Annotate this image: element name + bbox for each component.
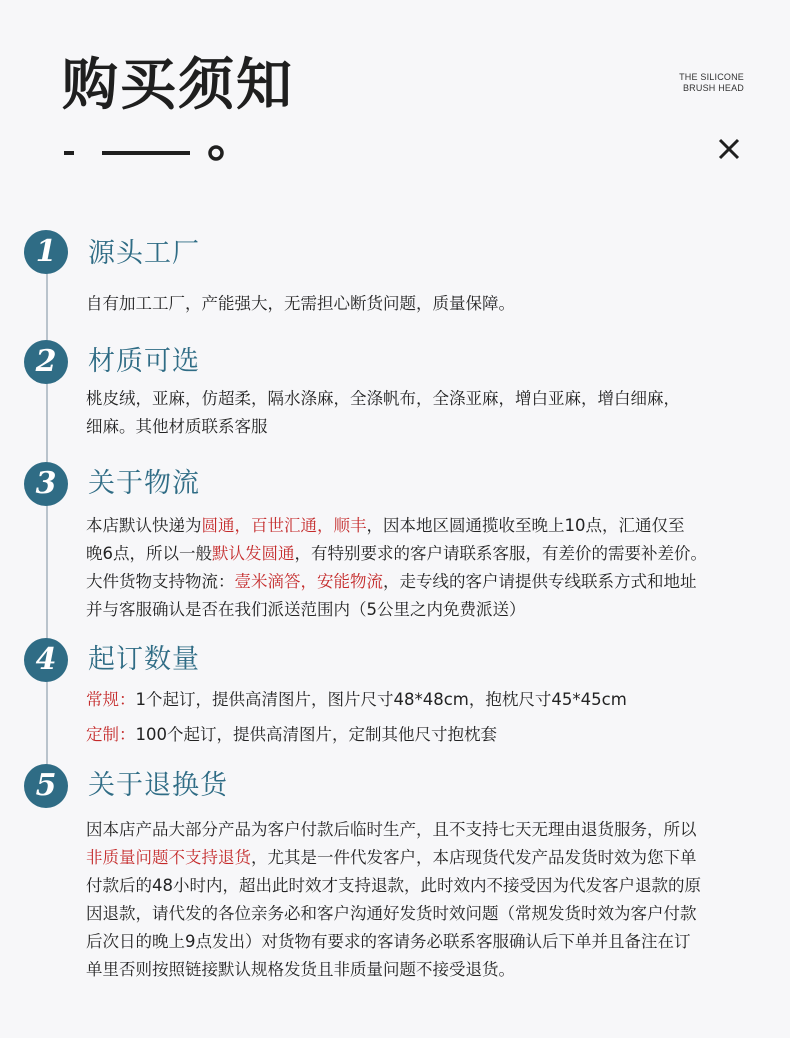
- text-span: 100个起订，提供高清图片，定制其他尺寸抱枕套: [135, 725, 497, 744]
- body-line: 细麻。其他材质联系客服: [86, 417, 268, 436]
- text-span: ，走专线的客户请提供专线联系方式和地址: [383, 572, 697, 591]
- brand-line-2: BRUSH HEAD: [682, 83, 744, 93]
- section-number-badge: 4: [24, 638, 68, 682]
- text-span: 大件货物支持物流：: [86, 572, 235, 591]
- section-title: 关于退换货: [88, 770, 228, 801]
- section-number-badge: 1: [24, 230, 68, 274]
- highlight-text: 定制：: [86, 725, 136, 744]
- section-body: [86, 385, 776, 441]
- section-number-badge: 5: [24, 764, 68, 808]
- body-line: [86, 540, 776, 568]
- body-line: 桃皮绒，亚麻，仿超柔，隔水涤麻，全涤帆布，全涤亚麻，增白亚麻，增白细麻，: [86, 389, 680, 408]
- highlight-text: 常规：: [86, 690, 136, 709]
- section-title: 起订数量: [88, 644, 200, 675]
- highlight-text: 圆通，百世汇通，顺丰: [201, 516, 367, 535]
- body-line: 单里否则按照链接默认规格发货且非质量问题不接受退货。: [86, 960, 515, 979]
- section-title: 源头工厂: [88, 238, 200, 269]
- brand-label: [679, 72, 744, 94]
- text-span: 晚6点，所以一般: [86, 544, 212, 563]
- body-line: [86, 568, 776, 596]
- text-span: ，尤其是一件代发客户，本店现货代发产品发货时效为您下单: [251, 848, 697, 867]
- decorative-divider: [64, 143, 234, 163]
- section-body: [86, 816, 776, 984]
- text-span: 本店默认快递为: [86, 516, 202, 535]
- body-line: 因退款，请代发的各位亲务必和客户沟通好发货时效问题（常规发货时效为客户付款: [86, 904, 697, 923]
- section-body: [86, 512, 776, 624]
- section-number-badge: 3: [24, 462, 68, 506]
- section-title: 关于物流: [88, 468, 200, 499]
- section-body: [86, 290, 776, 318]
- brand-line-1: THE SILICONE: [679, 72, 744, 82]
- text-span: 1个起订，提供高清图片，图片尺寸48*48cm，抱枕尺寸45*45cm: [135, 690, 627, 709]
- timeline-line: [46, 252, 48, 786]
- text-span: ，因本地区圆通揽收至晚上10点，汇通仅至: [366, 516, 685, 535]
- section-title: 材质可选: [88, 346, 200, 377]
- body-line: [86, 717, 776, 752]
- body-line: 付款后的48小时内，超出此时效才支持退款，此时效内不接受因为代发客户退款的原: [86, 876, 701, 895]
- highlight-text: 非质量问题不支持退货: [86, 848, 251, 867]
- body-line: 并与客服确认是否在我们派送范围内（5公里之内免费派送）: [86, 600, 526, 619]
- body-line: 因本店产品大部分产品为客户付款后临时生产，且不支持七天无理由退货服务，所以: [86, 820, 697, 839]
- highlight-text: 壹米滴答，安能物流: [234, 572, 383, 591]
- section-body: [86, 682, 776, 752]
- body-line: [86, 512, 776, 540]
- body-line: [86, 844, 776, 872]
- section-number-badge: 2: [24, 340, 68, 384]
- page-title: 购买须知: [62, 53, 294, 118]
- text-span: ，有特别要求的客户请联系客服，有差价的需要补差价。: [294, 544, 707, 563]
- body-line: 自有加工工厂，产能强大，无需担心断货问题，质量保障。: [86, 294, 515, 313]
- close-icon[interactable]: [716, 136, 742, 162]
- body-line: [86, 682, 776, 717]
- body-line: 后次日的晚上9点发出）对货物有要求的客请务必联系客服确认后下单并且备注在订: [86, 932, 691, 951]
- highlight-text: 默认发圆通: [212, 544, 295, 563]
